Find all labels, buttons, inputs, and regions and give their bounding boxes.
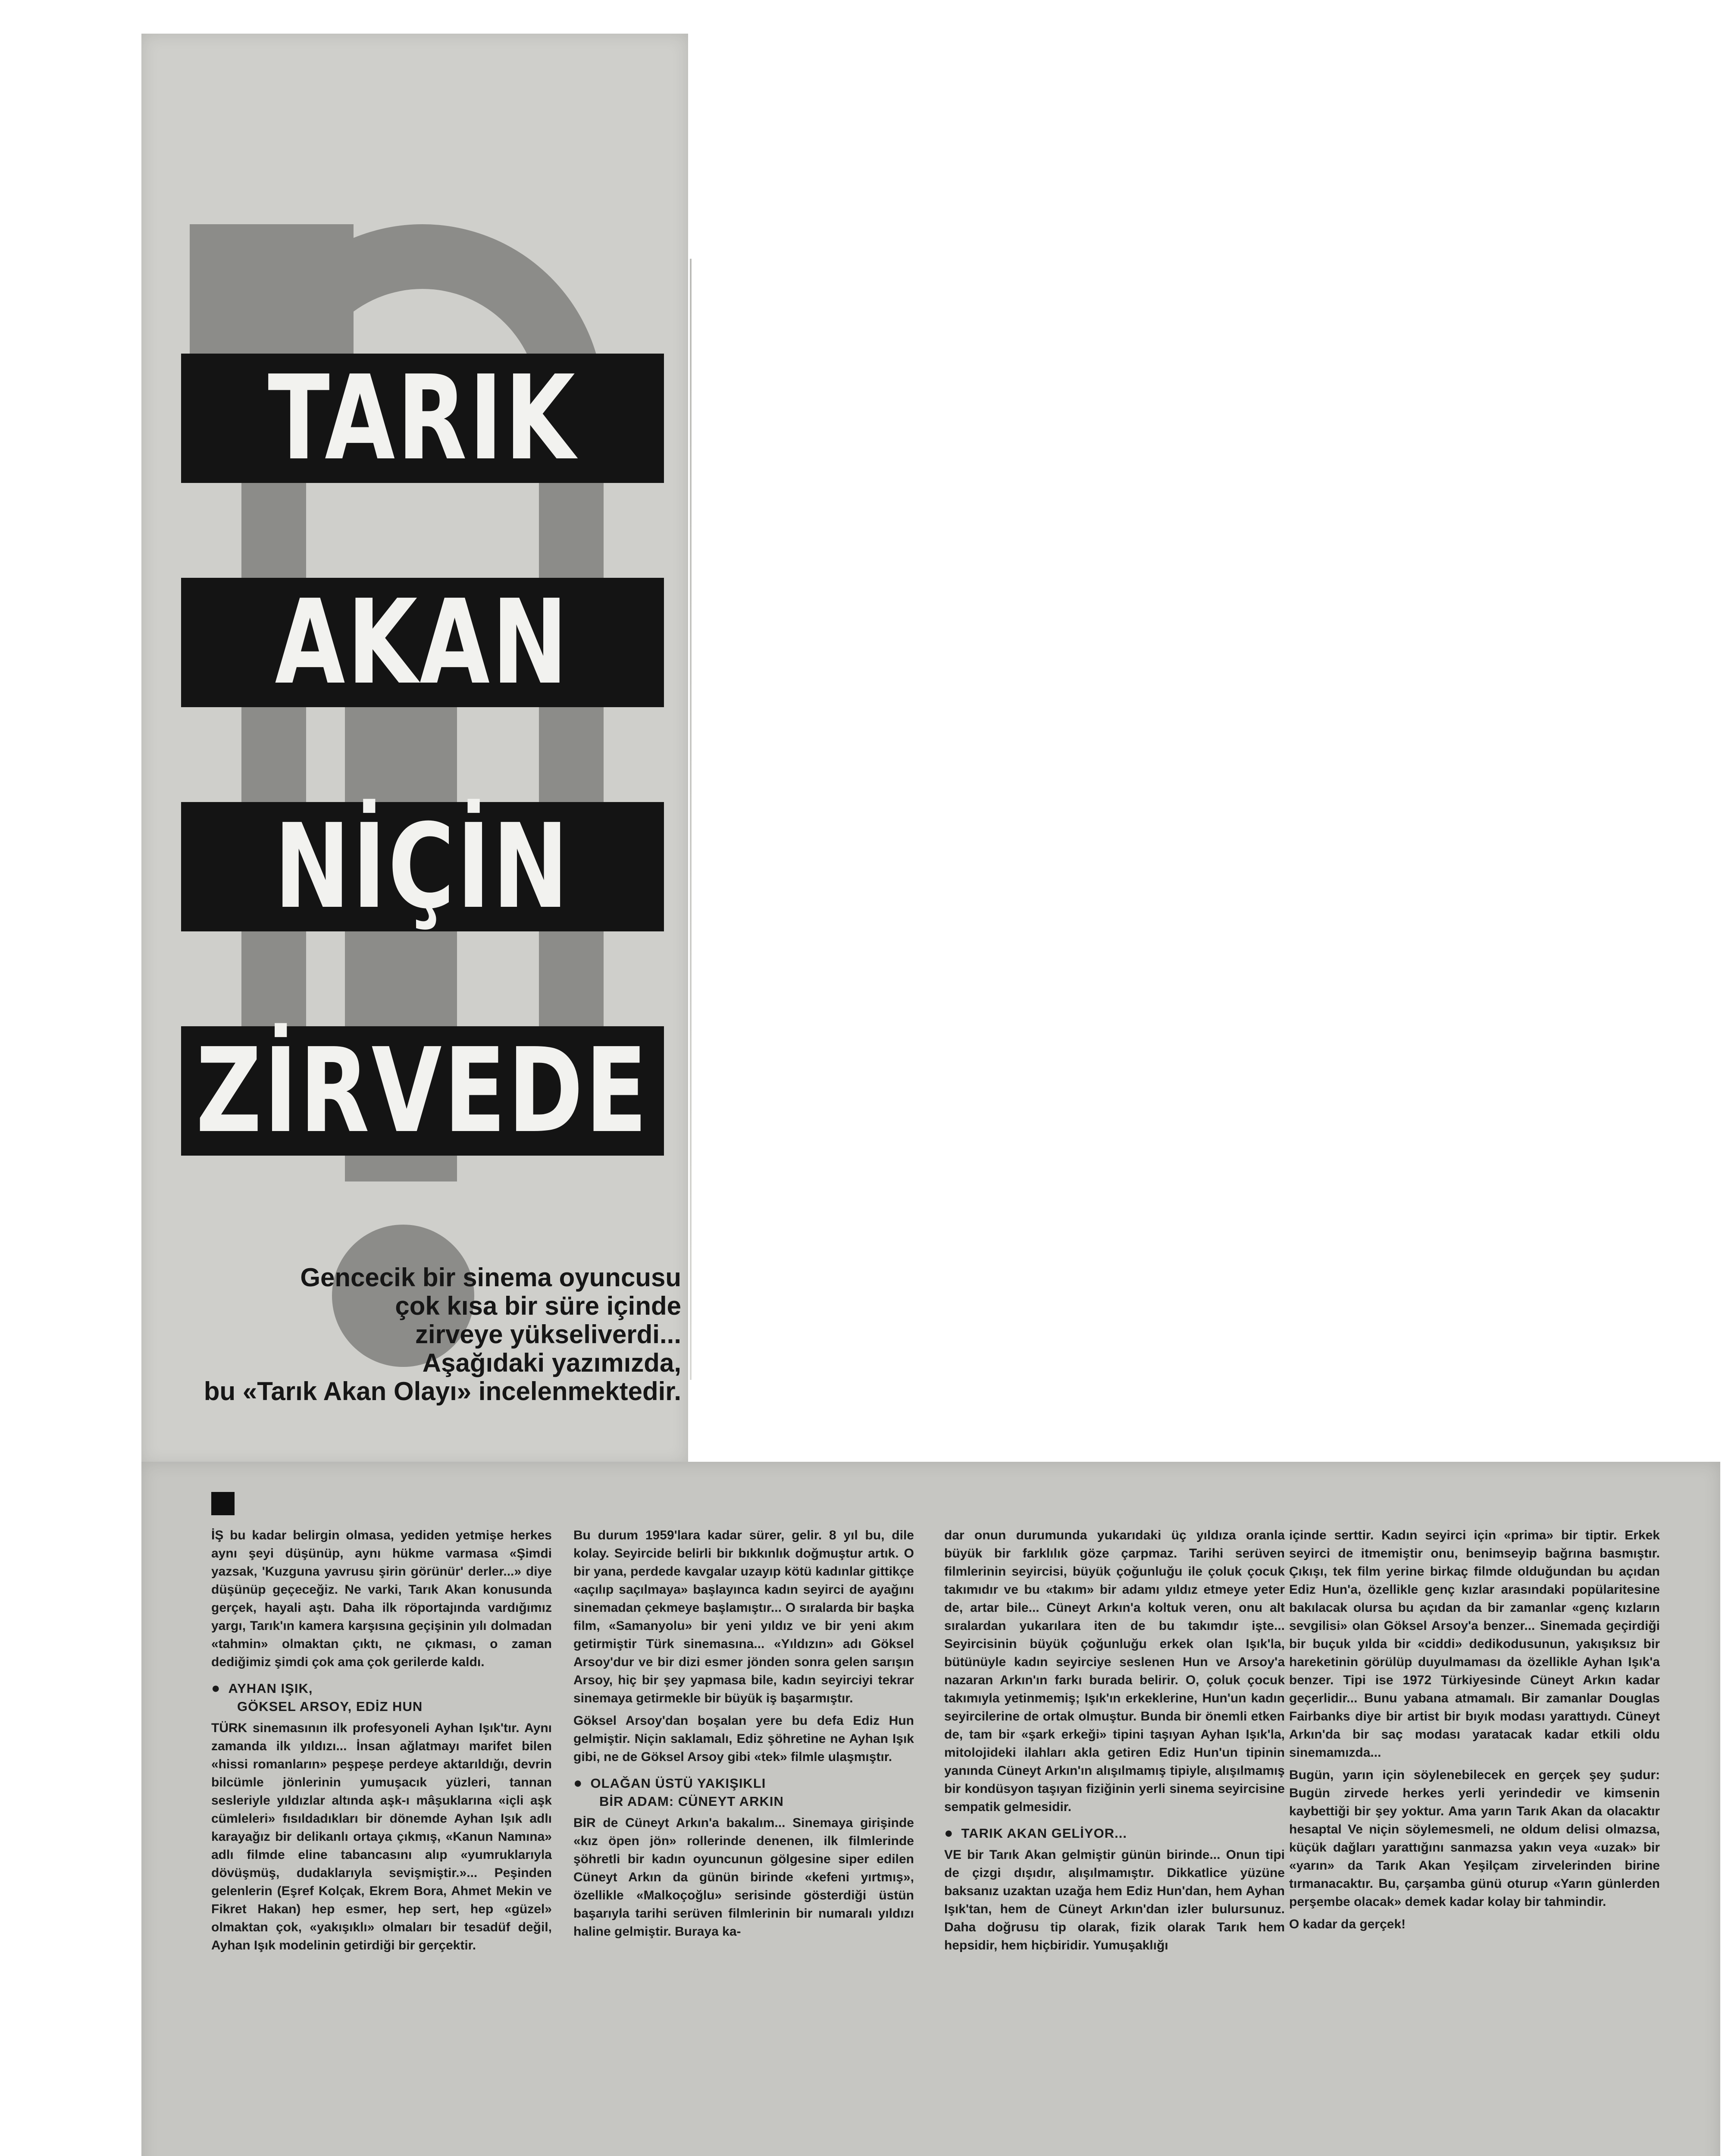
paragraph: Göksel Arsoy'dan boşalan yere bu defa Ediz Hun gelmiştir. Niçin saklamalı, Ediz şöhretine ne Ayhan Işık gibi, ne de Göksel Arsoy gibi «tek» filmle ulaşmıştır. xyxy=(573,1714,914,1764)
subheading-line: BİR ADAM: CÜNEYT ARKIN xyxy=(599,1794,784,1809)
standfirst-line: Gencecik bir sinema oyuncusu xyxy=(300,1263,681,1292)
article-column-3 xyxy=(944,1526,1285,1959)
headline-bar-1 xyxy=(181,350,664,486)
subheading-line: OLAĞAN ÜSTÜ YAKIŞIKLI xyxy=(590,1776,766,1791)
standfirst-line: Aşağıdaki yazımızda, xyxy=(422,1348,681,1377)
standfirst-line: bu «Tarık Akan Olayı» incelenmektedir. xyxy=(203,1377,681,1406)
bullet-dot-icon: ● xyxy=(573,1775,583,1791)
article-column-1 xyxy=(211,1526,552,1959)
paragraph: TÜRK sinemasının ilk profesyoneli Ayhan Işık'tır. Aynı zamanda ilk yıldızı... İnsan ağlatmayı marifet bilen «hissi romanların» peşpeşe perdeye aktarıldığı, devrin bilcümle jönlerinin yumuşacık yüzleri, tannan sesleriyle yıldızlar altında aşk-ı mâşuklarına «içli aşk cümleleri» fısıldadıkları bir dönemde Ayhan Işık adlı karayağız bir delikanlı ortaya çıkmış, «Kanun Namına» adlı filmde eline tabancasını alıp «yumruklarıyla dövüşmüş, dudaklarıyla sevişmiştir.»... Peşinden gelenlerin (Eşref Kolçak, Ekrem Bora, Ahmet Mekin ve Fikret Hakan) hep esmer, hep sert, hep «güzel» olmaktan çok, «yakışıklı» olmaları bir tesadüf değil, Ayhan Işık modelinin getirdiği bir gerçektir. xyxy=(211,1721,552,1952)
standfirst xyxy=(147,1263,681,1406)
headline-word-3: NİÇİN xyxy=(274,799,571,934)
paragraph: O kadar da gerçek! xyxy=(1289,1917,1406,1931)
subheading-line: TARIK AKAN GELİYOR... xyxy=(961,1826,1127,1841)
standfirst-line: çok kısa bir süre içinde xyxy=(395,1291,681,1320)
paragraph: İŞ bu kadar belirgin olmasa, yediden yetmişe herkes aynı şeyi düşünüp, aynı hükme varmasa «Şimdi yazsak, 'Kuzguna yavrusu şirin görünür' derler...» diye düşünüp geçeceğiz. Ne varki, Tarık Akan konusunda gerçek, hayali aştı. Daha ilk röportajında vardığımız yargı, Tarık'ın kamera karşısına geçişinin yılı dolmadan «tahmin» olmaktan çıktı, ne çıkması, o zaman dediğimiz şimdi çok ama çok gerilerde kaldı. xyxy=(211,1528,552,1669)
paragraph: VE bir Tarık Akan gelmiştir günün birinde... Onun tipi de çizgi dışıdır, alışılmamıştır. Dikkatlice yüzüne baksanız uzaktan uzağa hem Ediz Hun'dan, hem Ayhan Işık'tan, hem de Cüneyt Arkın'dan izler bulursunuz. Daha doğrusu tip olarak, fizik olarak Tarık hem hepsidir, hem hiçbiridir. Yumuşaklığı xyxy=(944,1848,1285,1952)
subheading xyxy=(211,1679,552,1716)
paragraph: içinde serttir. Kadın seyirci için «prima» bir tiptir. Erkek seyirci de itmemiştir onu, benimseyip bağrına basmıştır. Çıkışı, tek film yerine birkaç filmde olduğundan bu açıdan Ediz Hun'a, özellikle genç kızlar arasındaki popülaritesine bakılacak olursa bu açıdan da bir zamanlar «genç kızların sevgilisi» olan Göksel Arsoy'a benzer... Sinemada geçirdiği bir buçuk yılda bir «ciddi» dedikodusunun, yakışıksız bir hareketinin görülüp duyulmaması da özellikle Ayhan Işık'a benzer. Tipi ise 1972 Türkiyesinde Cüneyt Arkın kadar geçerlidir... Bunu yabana atmamalı. Bir zamanlar Douglas Fairbanks diye bir artist bir bıyık modası yarattıydı. Cüneyt Arkın'da bir saç modası yaratacak kadar etkili oldu sinemamızda... xyxy=(1289,1528,1660,1760)
bullet-dot-icon: ● xyxy=(944,1825,954,1841)
subheading-line: GÖKSEL ARSOY, EDİZ HUN xyxy=(237,1699,423,1714)
subheading xyxy=(573,1774,914,1811)
paragraph: BİR de Cüneyt Arkın'a bakalım... Sinemaya girişinde «kız öpen jön» rollerinde denenen, ilk filmlerinde şöhretli bir kadın oyuncunun gölgesine siper edilen Cüneyt Arkın da günün birinde «kefeni yırtmış», özellikle «Malkoçoğlu» serisinde gösterdiği üstün başarıyla tarihi serüven filmlerinin bir numaralı yıldızı haline gelmiştir. Buraya ka- xyxy=(573,1816,914,1939)
subheading xyxy=(944,1824,1285,1843)
headline-word-4: ZİRVEDE xyxy=(196,1023,649,1159)
headline-bar-2 xyxy=(181,574,664,710)
paragraph: Bugün, yarın için söylenebilecek en gerçek şey şudur: Bugün zirvede herkes yerli yerindedir ve kimsenin kaybettiği bir şey yoktur. Ama yarın Tarık Akan da olacaktır hesaptal Ve niçin söylemesmeli, ne oldum delisi olmazsa, küçük dağları yarattığını sanmazsa yakın veya «uzak» bir «yarın» da Tarık Akan Yeşilçam zirvelerinden birine tırmanacaktır. Bu, çarşamba günü oturup «Yarın günlerden perşembe olacak» demek kadar kolay bir tahmindir. xyxy=(1289,1768,1660,1909)
headline-word-1: TARIK xyxy=(268,350,577,486)
article-column-4 xyxy=(1289,1526,1660,1938)
subheading-line: AYHAN IŞIK, xyxy=(228,1681,313,1696)
bullet-dot-icon: ● xyxy=(211,1680,221,1696)
standfirst-line: zirveye yükseliverdi... xyxy=(415,1320,681,1349)
paragraph: dar onun durumunda yukarıdaki üç yıldıza oranla büyük bir farklılık göze çarpmaz. Tarihi serüven filmlerinin seyircisi, büyük çoğunluğu ile çoluk çocuk takımıdır ve bu «takım» bir adamı yıldız etmeye yeter de, artar bile... Cüneyt Arkın'a koltuk veren, onu alt sıralardan yukarılara iten de bu takımdır işte... Seyircisinin büyük çoğunluğu erkek olan Işık'la, bütünüyle kadın seyirciye seslenen Hun ve Arsoy'a nazaran Arkın'ın farkı burada belirir. O, çoluk çocuk takımıyla yetinmemiş; Işık'ın erkeklerine, Hun'un kadın seyircilerine de ortak olmuştur. Bunda bir önemli etken de, tam bir «şark erkeği» tipini taşıyan Ayhan Işık'la, mitolojideki ilahları akla getiren Ediz Hun'un tipinin yanında Cüneyt Arkın'ın alışılmamış tipiyle, alışılmamış bir kondüsyon taşıyan fiziğinin yerli sinema seyircisine sempatik gelmesidir. xyxy=(944,1528,1285,1814)
paragraph: Bu durum 1959'lara kadar sürer, gelir. 8 yıl bu, dile kolay. Seyircide belirli bir bıkkınlık doğmuştur artık. O bir yana, perdede kavgalar uzayıp kötü kadınlar gittikçe «açılıp saçılmaya» başlayınca kadın seyirci de ayağını sinemadan çekmeye başlamıştır... O sıralarda bir başka film, «Samanyolu» bir yeni yıldız ve bir yeni akım getirmiştir Türk sinemasına... «Yıldızın» adı Göksel Arsoy'dur ve bir dizi esmer jönden sonra gelen sarışın Arsoy, hiç bir şey yapmasa bile, kadın seyirciyi tekrar sinemaya getirmekle bir büyük iş başarmıştır. xyxy=(573,1528,914,1705)
headline-bar-3 xyxy=(181,799,664,934)
article-column-2 xyxy=(573,1526,914,1945)
headline-word-2: AKAN xyxy=(275,574,570,710)
headline-bar-4 xyxy=(181,1023,664,1159)
fold-line xyxy=(690,259,692,1380)
square-bullet-icon xyxy=(211,1492,235,1515)
